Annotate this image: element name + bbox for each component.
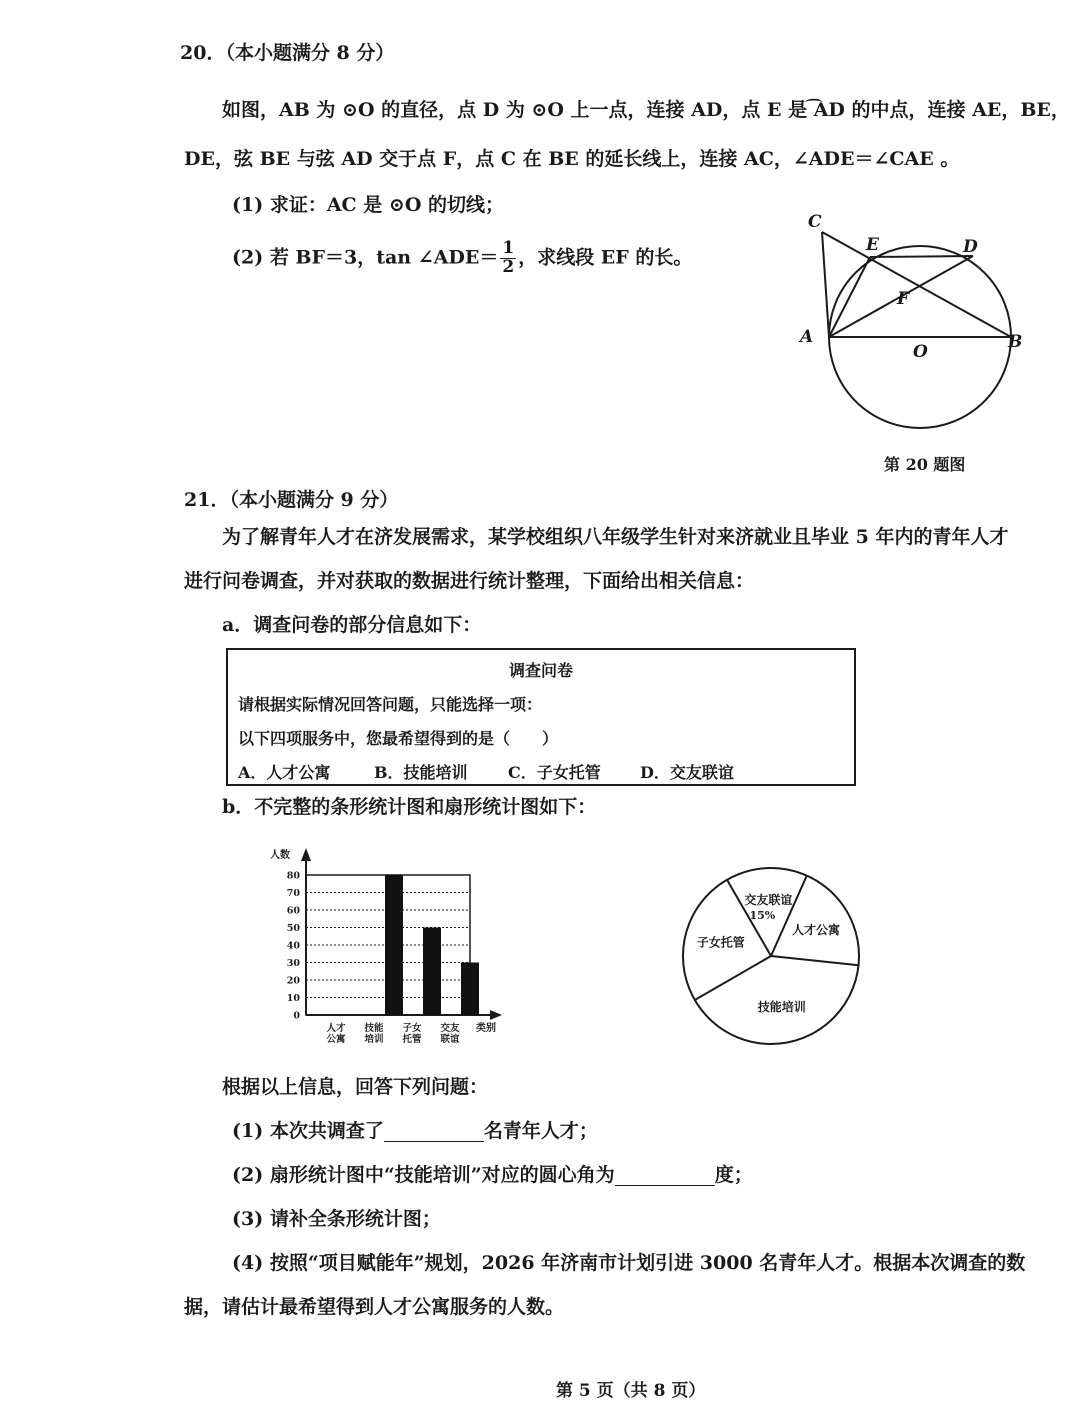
q20-part2: [232, 240, 692, 277]
q21-a-label: a．调查问卷的部分信息如下：: [222, 614, 482, 636]
q20-line2: DE，弦 BE 与弦 AD 交于点 F，点 C 在 BE 的延长线上，连接 AC，∠ADE＝∠CAE 。: [184, 148, 960, 170]
fraction-denominator: 2: [502, 256, 515, 277]
y-tick-label: 10: [286, 993, 300, 1004]
q20-part2-suffix: ，求线段 EF 的长。: [518, 246, 693, 269]
q21-sub4-line1: (4) 按照“项目赋能年”规划，2026 年济南市计划引进 3000 名青年人才。根据本次调查的数: [232, 1252, 1026, 1274]
q21-sub1-prefix: (1) 本次共调查了: [232, 1120, 384, 1142]
q21-after-charts: 根据以上信息，回答下列问题：: [222, 1076, 489, 1098]
bar-chart: [260, 840, 510, 1055]
q21-intro2: 进行问卷调查，并对获取的数据进行统计整理，下面给出相关信息：: [184, 570, 755, 592]
survey-box: [226, 648, 856, 786]
y-tick-label: 40: [286, 940, 300, 952]
x-tick-label: 联谊: [440, 1034, 460, 1045]
survey-option-c: C．子女托管: [508, 763, 601, 782]
y-tick-label: 70: [286, 888, 300, 899]
y-axis-title: 人数: [270, 850, 290, 861]
q21-heading: 21．（本小题满分 9 分）: [184, 489, 399, 511]
fraction-numerator: 1: [502, 238, 515, 258]
pie-label: 子女托管: [696, 935, 745, 950]
x-tick-label: 子女: [402, 1023, 422, 1034]
page-footer: 第 5 页（共 8 页）: [556, 1381, 706, 1401]
x-tick-label: 技能: [364, 1023, 384, 1034]
y-tick-label: 80: [286, 870, 300, 882]
label-b: B: [1008, 332, 1023, 352]
bar-技能培训: [385, 875, 403, 1015]
survey-option-a: A．人才公寓: [238, 763, 331, 782]
q21-sub4-line2: 据，请估计最希望得到人才公寓服务的人数。: [184, 1296, 565, 1318]
q20-line1: 如图，AB 为 ⊙O 的直径，点 D 为 ⊙O 上一点，连接 AD，点 E 是 ͡AD 的中点，连接 AE，BE，: [222, 99, 1070, 121]
x-tick-label: 培训: [364, 1034, 384, 1045]
x-tick-label: 交友: [440, 1023, 460, 1034]
q20-part2-prefix: (2) 若 BF＝3，tan ∠ADE＝: [232, 246, 499, 269]
y-axis-arrow: [301, 848, 311, 861]
q21-sub1-suffix: 名青年人才；: [483, 1120, 598, 1142]
pie-chart: [670, 858, 880, 1058]
pie-label: 人才公寓: [792, 923, 841, 937]
q21-sub2-prefix: (2) 扇形统计图中“技能培训”对应的圆心角为: [232, 1164, 615, 1186]
survey-option-d: D．交友联谊: [640, 763, 734, 782]
y-tick-label: 0: [293, 1010, 300, 1022]
q21-sub2-suffix: 度；: [714, 1164, 753, 1186]
x-tick-label: 托管: [402, 1034, 422, 1045]
pie-slice-子女托管: [695, 956, 771, 1000]
survey-line2: 以下四项服务中，您最希望得到的是（ ）: [238, 729, 559, 748]
pie-slice-技能培训: [771, 956, 859, 965]
survey-title: 调查问卷: [508, 661, 573, 680]
label-a: A: [800, 327, 814, 347]
label-c: C: [808, 212, 822, 232]
q20-part1: (1) 求证：AC 是 ⊙O 的切线；: [232, 194, 504, 216]
x-axis-title: 类别: [476, 1023, 496, 1034]
q20-figure-caption: 第 20 题图: [884, 455, 966, 474]
segment-cb: [822, 232, 1011, 337]
pie-value-label: 15%: [749, 909, 776, 923]
q21-sub3: (3) 请补全条形统计图；: [232, 1208, 441, 1230]
q21-sub1: [232, 1122, 598, 1142]
q21-intro1: 为了解青年人才在济发展需求，某学校组织八年级学生针对来济就业且毕业 5 年内的青年人才: [222, 526, 1009, 548]
q21-b-label: b．不完整的条形统计图和扇形统计图如下：: [222, 796, 597, 818]
answer-blank-1[interactable]: [384, 1122, 484, 1142]
answer-blank-2[interactable]: [615, 1166, 715, 1186]
q20-heading: 20．（本小题满分 8 分）: [180, 42, 395, 64]
label-o: O: [913, 342, 928, 362]
fraction: [500, 240, 516, 277]
q21-sub2: [232, 1166, 753, 1186]
y-tick-label: 30: [286, 958, 300, 969]
segment-de: [870, 256, 973, 257]
label-f: F: [897, 289, 910, 309]
x-tick-label: 人才: [326, 1023, 346, 1034]
pie-label: 交友联谊: [744, 893, 793, 908]
bar-子女托管: [423, 928, 441, 1016]
bar-交友联谊: [461, 963, 479, 1016]
y-tick-label: 20: [286, 975, 300, 987]
x-tick-label: 公寓: [326, 1034, 346, 1045]
survey-option-b: B．技能培训: [374, 763, 468, 782]
y-tick-label: 60: [286, 905, 300, 917]
x-axis-arrow: [490, 1010, 502, 1020]
survey-line1: 请根据实际情况回答问题，只能选择一项：: [238, 695, 543, 714]
pie-label: 技能培训: [757, 999, 806, 1014]
label-e: E: [866, 235, 879, 255]
y-tick-label: 50: [286, 923, 300, 934]
pie-slice-人才公寓: [771, 876, 807, 956]
q20-geometry-figure: [780, 200, 1040, 490]
label-d: D: [963, 237, 978, 257]
segment-ac: [822, 232, 829, 337]
